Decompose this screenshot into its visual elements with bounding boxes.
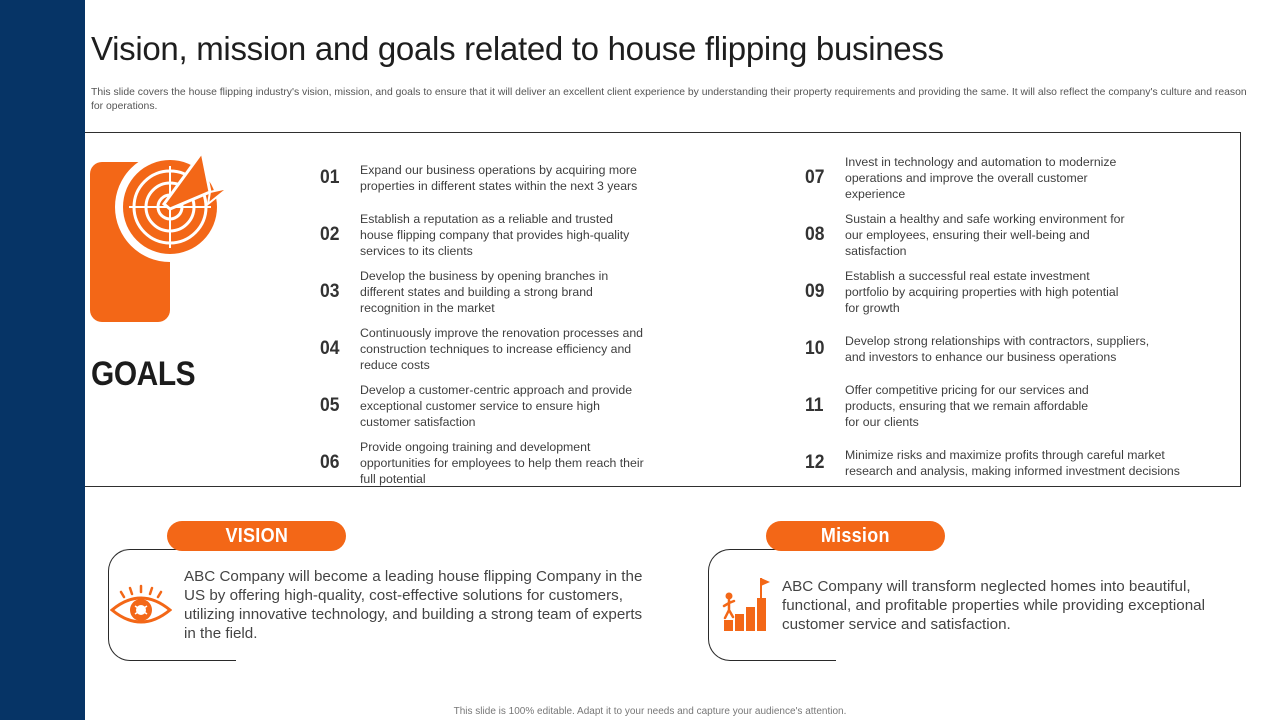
goal-item — [805, 152, 1205, 204]
goal-number: 11 — [805, 395, 824, 416]
mission-label-pill — [766, 521, 945, 551]
goal-line: properties in different states within the next 3 years — [360, 179, 638, 193]
slide-subtitle: This slide covers the house flipping industry's vision, mission, and goals to ensure that it will deliver an excellent client experience by understanding their property requirements and providing the same. It will also reflect the company's culture and reason for operations. — [91, 87, 1247, 112]
goal-line: for our clients — [845, 415, 919, 429]
goal-line: Establish a successful real estate investment — [845, 269, 1090, 283]
goal-line: customer satisfaction — [360, 415, 476, 429]
goal-line: services to its clients — [360, 244, 473, 258]
vision-label-pill — [167, 521, 346, 551]
goal-line: Offer competitive pricing for our services and — [845, 383, 1089, 397]
goal-number: 05 — [320, 395, 340, 416]
goal-text — [360, 152, 670, 204]
slide-footer-note: This slide is 100% editable. Adapt it to your needs and capture your audience's attention. — [453, 706, 847, 717]
goal-line: our employees, ensuring their well-being and — [845, 228, 1090, 242]
goal-text — [360, 323, 670, 375]
goal-item — [805, 323, 1205, 375]
goal-line: satisfaction — [845, 244, 907, 258]
goal-item — [320, 437, 680, 489]
goal-text — [360, 380, 670, 432]
goal-line: products, ensuring that we remain affordable — [845, 399, 1089, 413]
goals-heading: GOALS — [91, 355, 196, 393]
goal-text — [360, 266, 670, 318]
goal-line: for growth — [845, 301, 900, 315]
goal-item — [320, 323, 680, 375]
goal-number: 07 — [805, 167, 825, 188]
goal-line: and investors to enhance our business operations — [845, 350, 1117, 364]
target-with-arrow-icon — [90, 152, 230, 322]
goal-number: 02 — [320, 224, 340, 245]
goal-text — [845, 152, 1215, 204]
mission-text: ABC Company will transform neglected homes into beautiful, functional, and profitable properties while providing exceptional customer service and satisfaction. — [782, 578, 1205, 633]
goal-line: Establish a reputation as a reliable and trusted — [360, 212, 613, 226]
goal-text — [845, 380, 1215, 432]
goal-line: Develop a customer-centric approach and provide — [360, 383, 633, 397]
goal-item — [805, 380, 1205, 432]
mission-label: Mission — [821, 524, 890, 547]
goal-item — [805, 209, 1205, 261]
goal-line: construction techniques to increase efficiency and — [360, 342, 632, 356]
goal-number: 01 — [320, 167, 340, 188]
goal-text — [845, 323, 1215, 375]
goal-line: Provide ongoing training and development — [360, 440, 591, 454]
goal-line: opportunities for employees to help them reach their — [360, 456, 644, 470]
goal-line: Develop strong relationships with contractors, suppliers, — [845, 334, 1150, 348]
goal-line: reduce costs — [360, 358, 430, 372]
goal-line: different states and building a strong brand — [360, 285, 593, 299]
goal-line: exceptional customer service to ensure high — [360, 399, 600, 413]
goal-text — [845, 266, 1215, 318]
goal-text — [360, 437, 670, 489]
goal-number: 09 — [805, 281, 825, 302]
goal-line: Invest in technology and automation to modernize — [845, 155, 1117, 169]
goal-item — [805, 266, 1205, 318]
goal-line: Develop the business by opening branches in — [360, 269, 609, 283]
vision-label: VISION — [225, 524, 288, 547]
goal-line: operations and improve the overall customer — [845, 171, 1088, 185]
goal-number: 08 — [805, 224, 825, 245]
goal-line: house flipping company that provides high-quality — [360, 228, 630, 242]
goal-item — [320, 380, 680, 432]
goal-text — [845, 437, 1225, 489]
goal-number: 10 — [805, 338, 825, 359]
goal-line: Continuously improve the renovation processes and — [360, 326, 643, 340]
vision-text: ABC Company will become a leading house flipping Company in the US by offering high-quality, cost-effective solutions for customers, utilizing innovative technology, and building a strong team of experts in the field. — [184, 568, 643, 642]
goal-line: Sustain a healthy and safe working environment for — [845, 212, 1125, 226]
goal-line: portfolio by acquiring properties with high potential — [845, 285, 1119, 299]
goal-number: 03 — [320, 281, 340, 302]
goal-item — [320, 209, 680, 261]
goal-line: Minimize risks and maximize profits through careful market — [845, 448, 1165, 462]
stairs-flag-icon — [720, 576, 770, 632]
goal-line: research and analysis, making informed investment decisions — [845, 464, 1180, 478]
goal-number: 06 — [320, 452, 340, 473]
goal-item — [320, 266, 680, 318]
eye-icon — [110, 584, 172, 628]
goal-line: recognition in the market — [360, 301, 495, 315]
goal-number: 12 — [805, 452, 825, 473]
goal-line: Expand our business operations by acquiring more — [360, 163, 637, 177]
goal-item — [320, 152, 680, 204]
goal-line: experience — [845, 187, 906, 201]
goal-text — [845, 209, 1215, 261]
goal-number: 04 — [320, 338, 340, 359]
slide-title: Vision, mission and goals related to house flipping business — [91, 30, 944, 67]
left-sidebar-band — [0, 0, 85, 720]
goal-item — [805, 437, 1225, 489]
goal-text — [360, 209, 670, 261]
goal-line: full potential — [360, 472, 426, 486]
